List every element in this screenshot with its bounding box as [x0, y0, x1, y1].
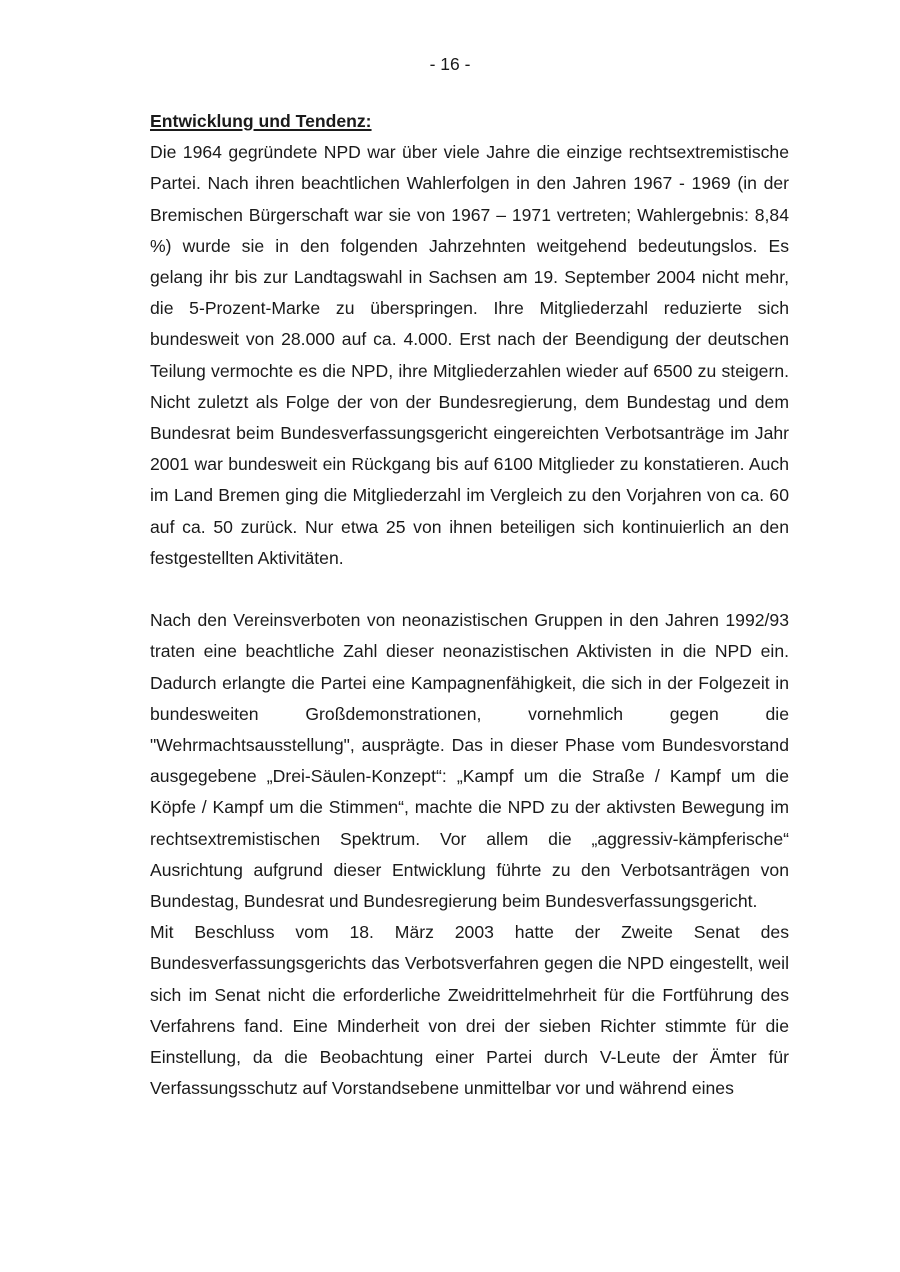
paragraph-campaign-capability: Nach den Vereinsverboten von neonazistischen Gruppen in den Jahren 1992/93 traten eine beachtliche Zahl dieser neonazistischen Aktivisten in die NPD ein. Dadurch erlangte die Partei eine Kampagnenfähigkeit, die sich in der Folgezeit in bundesweiten Großdemonstrationen, vornehmlich gegen die "Wehrmachtsausstellung", ausprägte. Das in dieser Phase vom Bundesvorstand ausgegebene „Drei-Säulen-Konzept“: „Kampf um die Straße / Kampf um die Köpfe / Kampf um die Stimmen“, machte die NPD zu der aktivsten Bewegung im rechtsextremistischen Spektrum. Vor allem die „aggressiv-kämpferische“ Ausrichtung aufgrund dieser Entwicklung führte zu den Verbotsanträgen von Bundestag, Bundesrat und Bundesregierung beim Bundesverfassungsgericht. [150, 610, 789, 912]
paragraph-membership-history: Die 1964 gegründete NPD war über viele Jahre die einzige rechtsextremistische Partei. Nach ihren beachtlichen Wahlerfolgen in den Jahren 1967 - 1969 (in der Bremischen Bürgerschaft war sie von 1967 – 1971 vertreten; Wahlergebnis: 8,84 %) wurde sie in den folgenden Jahrzehnten weitgehend bedeutungslos. Es gelang ihr bis zur Landtagswahl in Sachsen am 19. September 2004 nicht mehr, die 5-Prozent-Marke zu überspringen. Ihre Mitgliederzahl reduzierte sich bundesweit von 28.000 auf ca. 4.000. Erst nach der Beendigung der deutschen Teilung vermochte es die NPD, ihre Mitgliederzahlen wieder auf 6500 zu steigern. Nicht zuletzt als Folge der von der Bundesregierung, dem Bundestag und dem Bundesrat beim Bundesverfassungsgericht eingereichten Verbotsanträge im Jahr 2001 war bundesweit ein Rückgang bis auf 6100 Mitglieder zu konstatieren. Auch im Land Bremen ging die Mitgliederzahl im Vergleich zu den Vorjahren von ca. 60 auf ca. 50 zurück. Nur etwa 25 von ihnen beteiligen sich kontinuierlich an den festgestellten Aktivitäten. [150, 142, 789, 568]
section-heading: Entwicklung und Tendenz: [150, 111, 372, 131]
paragraph-spacer [150, 574, 789, 605]
document-body [150, 106, 789, 1104]
page-number: - 16 - [429, 54, 471, 74]
paragraph-court-decision: Mit Beschluss vom 18. März 2003 hatte der Zweite Senat des Bundesverfassungsgerichts das Verbotsverfahren gegen die NPD eingestellt, weil sich im Senat nicht die erforderliche Zweidrittelmehrheit für die Fortführung des Verfahrens fand. Eine Minderheit von drei der sieben Richter stimmte für die Einstellung, da die Beobachtung einer Partei durch V-Leute der Ämter für Verfassungsschutz auf Vorstandsebene unmittelbar vor und während eines [150, 922, 789, 1099]
